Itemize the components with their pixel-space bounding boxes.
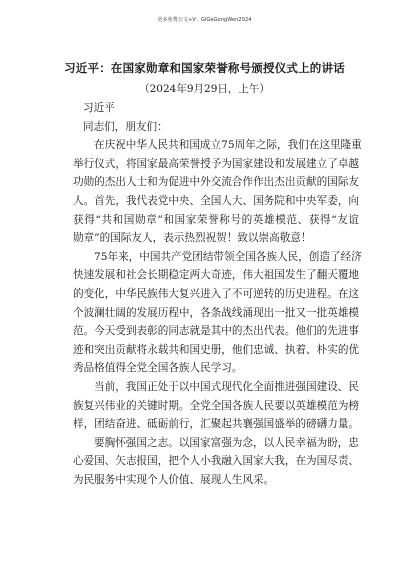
greeting: 同志们，朋友们：	[83, 120, 168, 133]
paragraph	[73, 136, 362, 248]
paragraph-line: 75年来，中国共产党团结带领全国各族人民，创造了经济	[94, 250, 362, 263]
paragraph-line: 人。首先，我代表党中央、全国人大、国务院和中央军委，向	[73, 194, 360, 207]
paragraph-line: 获得“共和国勋章”和国家荣誉称号的英雄模范、获得“友谊	[73, 213, 359, 226]
paragraph-line: 要胸怀强国之志。以国家富强为念，以人民幸福为盼，忠	[94, 436, 359, 449]
paragraph-line: 迹和突出贡献将永载共和国史册，他们忠诚、执着、朴实的优	[73, 343, 360, 356]
paragraph-line: 为民服务中实现个人价值、展现人生风采。	[73, 473, 275, 486]
speaker-name: 习近平	[83, 102, 115, 114]
paragraph-line: 勋章”的国际友人，表示热烈祝贺！致以崇高敬意！	[73, 232, 312, 245]
header-note: 更多免费公文+V：GiGeGongWen2024	[157, 17, 252, 23]
paragraph-line: 心爱国、矢志报国，把个人小我融入国家大我，在为国尽责、	[73, 455, 360, 468]
paragraph-line: 在庆祝中华人民共和国成立75周年之际，我们在这里隆重	[94, 139, 362, 152]
paragraph-line: 快速发展和社会长期稳定两大奇迹，伟大祖国发生了翻天覆地	[73, 269, 360, 282]
paragraph-line: 族复兴伟业的关键时期。全党全国各族人民要以英雄模范为榜	[73, 399, 360, 412]
paragraphs	[73, 136, 362, 489]
paragraph-line: 个波澜壮阔的发展历程中，各条战线涌现出一批又一批英雄模	[73, 306, 360, 319]
paragraph-line: 秀品格值得全党全国各族人民学习。	[73, 362, 243, 375]
paragraph-line: 功勋的杰出人士和为促进中外交流合作作出杰出贡献的国际友	[73, 176, 360, 189]
paragraph-line: 举行仪式，将国家最高荣誉授予为国家建设和发展建立了卓越	[73, 157, 360, 170]
paragraph-line: 范。今天受到表彰的同志就是其中的杰出代表。他们的先进事	[73, 325, 360, 338]
speech-body	[73, 99, 362, 489]
speech-date: （2024年9月29日，上午）	[139, 83, 270, 95]
paragraph-line: 当前，我国正处于以中国式现代化全面推进强国建设、民	[94, 380, 359, 393]
paragraph-line: 的变化，中华民族伟大复兴进入了不可逆转的历史进程。在这	[73, 287, 360, 300]
paragraph	[73, 378, 359, 434]
document-title: 习近平：在国家勋章和国家荣誉称号颁授仪式上的讲话	[64, 61, 345, 75]
paragraph	[73, 434, 359, 490]
paragraph	[73, 248, 362, 378]
paragraph-line: 样，团结奋进、砥砺前行，汇聚起共襄强国盛举的磅礴力量。	[73, 418, 360, 431]
